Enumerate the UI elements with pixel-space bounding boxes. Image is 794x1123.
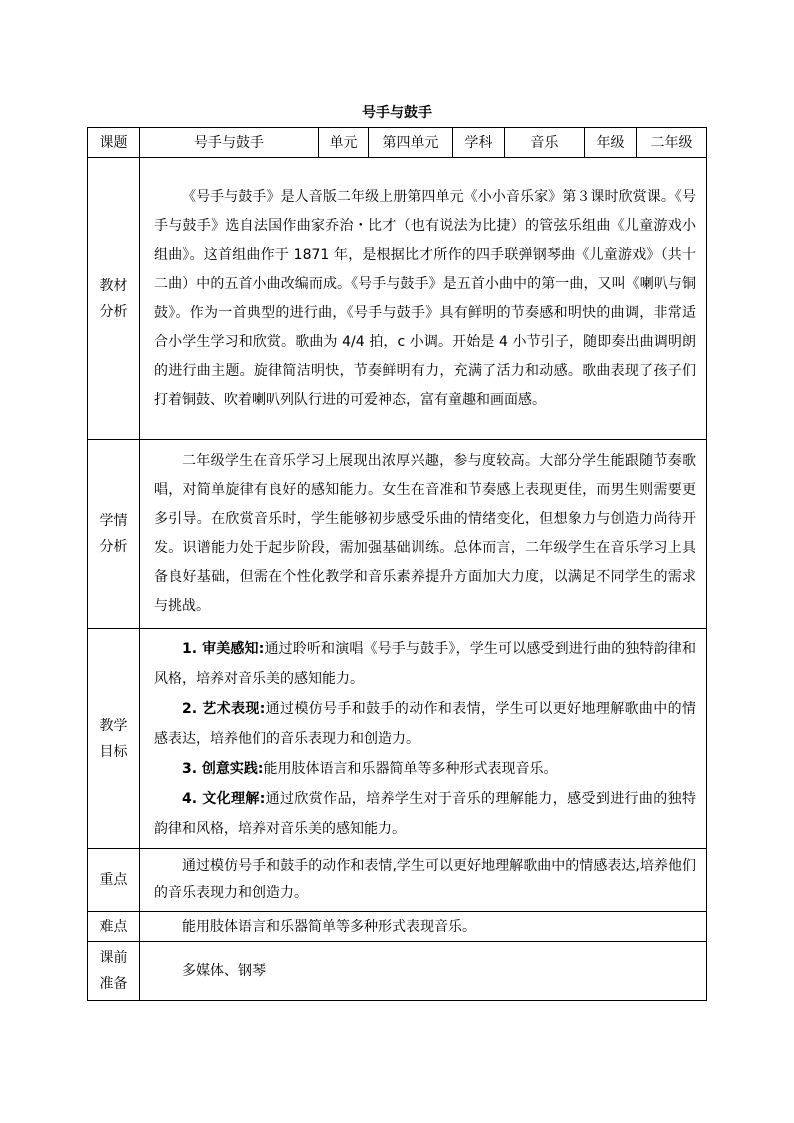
students-row [88,440,707,629]
goal-item-text: 通过模仿号手和鼓手的动作和表情，学生可以更好地理解歌曲中的情感表达，培养他们的音乐表现力和创造力。 [154,700,696,747]
students-label-line1: 学情 [99,513,128,529]
goal-item [154,634,696,694]
keypoint-row [88,849,707,912]
goals-label-line1: 教学 [99,717,128,734]
goal-item-title: 1. 审美感知: [182,640,265,657]
subject-value: 音乐 [505,128,585,158]
preparation-row [88,942,707,1001]
lesson-plan-table [87,127,707,1001]
topic-value: 号手与鼓手 [140,128,319,158]
goal-item-title: 2. 艺术表现: [182,700,266,717]
topic-label: 课题 [88,128,140,158]
goals-label-line2: 目标 [99,743,128,760]
unit-value: 第四单元 [369,128,453,158]
students-label-line2: 分析 [99,539,128,555]
subject-label: 学科 [453,128,505,158]
goal-item [154,694,696,754]
goal-item [154,754,696,784]
material-label-line1: 教材 [99,277,128,294]
goal-item-text: 能用肢体语言和乐器简单等多种形式表现音乐。 [263,760,558,777]
students-analysis-text: 二年级学生在音乐学习上展现出浓厚兴趣，参与度较高。大部分学生能跟随节奏歌唱，对简单旋律有良好的感知能力。女生在音准和节奏感上表现更佳，而男生则需要更多引导。在欣赏音乐时，学生能够初步感受乐曲的情绪变化，但想象力与创造力尚待开发。识谱能力处于起步阶段，需加强基础训练。总体而言，二年级学生在音乐学习上具备良好基础，但需在个性化教学和音乐素养提升方面加大力度，以满足不同学生的需求与挑战。 [140,440,707,629]
goal-item-text: 通过聆听和演唱《号手与鼓手》，学生可以感受到进行曲的独特韵律和风格，培养对音乐美的感知能力。 [154,640,696,687]
goal-item-text: 通过欣赏作品，培养学生对于音乐的理解能力，感受到进行曲的独特韵律和风格，培养对音乐美的感知能力。 [154,790,696,837]
material-label-line2: 分析 [99,303,128,320]
goal-item-title: 4. 文化理解: [182,790,266,807]
difficulty-row [88,912,707,942]
keypoint-text: 通过模仿号手和鼓手的动作和表情,学生可以更好地理解歌曲中的情感表达,培养他们的音乐表现力和创造力。 [140,849,707,912]
preparation-label [88,942,140,1001]
difficulty-text: 能用肢体语言和乐器简单等多种形式表现音乐。 [140,912,707,942]
difficulty-label: 难点 [88,912,140,942]
goals-content [140,629,707,849]
preparation-text: 多媒体、钢琴 [140,942,707,1001]
page-title: 号手与鼓手 [362,105,432,121]
material-analysis-text: 《号手与鼓手》是人音版二年级上册第四单元《小小音乐家》第３课时欣赏课。《号手与鼓手》选自法国作曲家乔治・比才（也有说法为比捷）的管弦乐组曲《儿童游戏小组曲》。这首组曲作于 1871 年，是根据比才所作的四手联弹钢琴曲《儿童游戏》（共十二曲）中的五首小曲改编而成。《号手与鼓手》是五首小曲中的第一曲，又叫《喇叭与铜鼓》。作为一首典型的进行曲，《号手与鼓手》具有鲜明的节奏感和明快的曲调，非常适合小学生学习和欣赏。歌曲为 4/4 拍，c 小调。开始是 4 小节引子，随即奏出曲调明朗的进行曲主题。旋律简洁明快，节奏鲜明有力，充满了活力和动感。歌曲表现了孩子们打着铜鼓、吹着喇叭列队行进的可爱神态，富有童趣和画面感。 [140,158,707,440]
preparation-label-line1: 课前 [99,950,128,966]
students-label [88,440,140,629]
goals-label [88,629,140,849]
keypoint-label: 重点 [88,849,140,912]
grade-value: 二年级 [637,128,707,158]
unit-label: 单元 [319,128,369,158]
goal-item [154,784,696,844]
preparation-label-line2: 准备 [99,976,128,992]
grade-label: 年级 [585,128,637,158]
header-row [88,128,707,158]
material-label [88,158,140,440]
material-row [88,158,707,440]
goals-row [88,629,707,849]
goal-item-title: 3. 创意实践: [182,760,264,777]
